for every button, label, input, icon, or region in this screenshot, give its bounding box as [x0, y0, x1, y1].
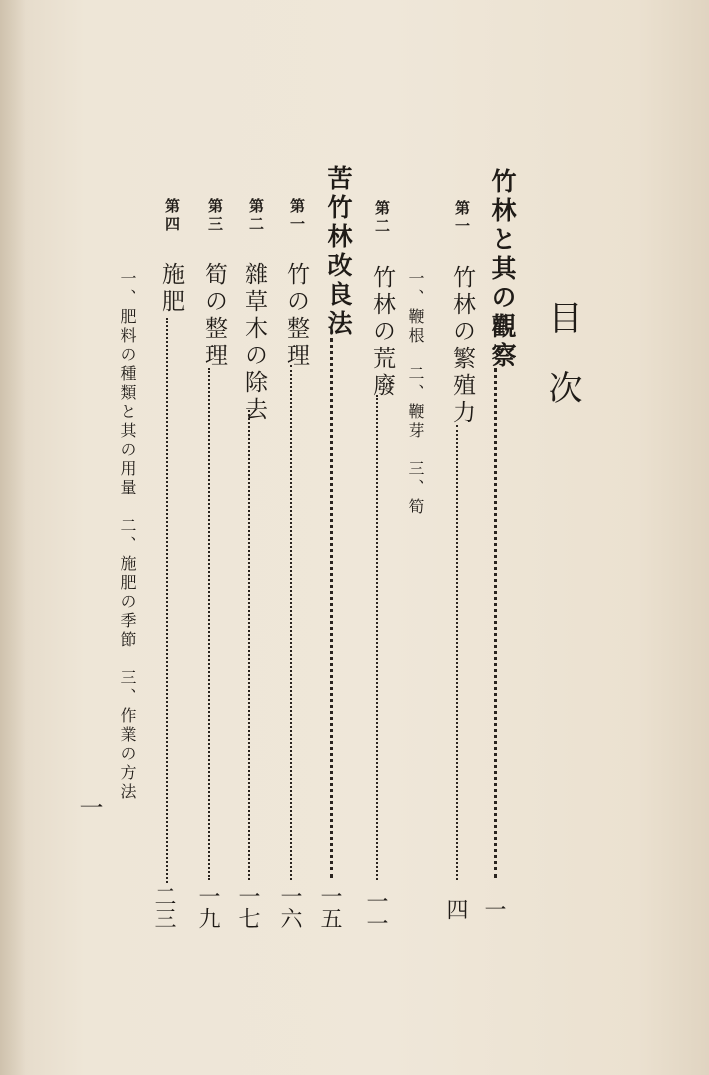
chapter-2-title: 苦竹林改良法 [324, 165, 353, 339]
section-1-page: 四 [443, 898, 468, 920]
section-4-title: 雜草木の除去 [241, 262, 267, 424]
section-5-label: 第三 [206, 198, 224, 234]
section-3-page: 一六 [277, 885, 302, 929]
section-1-title: 竹林の繁殖力 [449, 265, 475, 427]
chapter-1-leader [494, 368, 502, 878]
section-5-leader [208, 368, 215, 880]
section-4-page: 一七 [235, 885, 260, 929]
chapter-2-leader [330, 338, 338, 878]
section-2-title: 竹林の荒廢 [369, 265, 395, 400]
section-1-leader [456, 425, 463, 880]
section-6-leader [166, 318, 173, 883]
chapter-2-page: 一五 [317, 885, 342, 929]
section-6-page: 二三 [151, 885, 176, 929]
page-folio: 一 [75, 795, 103, 819]
section-6-title: 施肥 [158, 262, 184, 316]
section-3-title: 竹の整理 [283, 262, 309, 370]
section-6-label: 第四 [163, 198, 181, 234]
chapter-1-title: 竹林と其の觀察 [488, 168, 517, 371]
section-5-page: 一九 [195, 885, 220, 929]
section-1-label: 第一 [453, 200, 471, 236]
section-6-subitems: 一、肥料の種類と其の用量 二、施肥の季節 三、作業の方法 [118, 270, 137, 802]
section-3-label: 第一 [288, 198, 306, 234]
section-2-leader [376, 395, 383, 880]
section-5-title: 筍の整理 [201, 262, 227, 370]
section-4-label: 第二 [247, 198, 265, 234]
binding-shadow [0, 0, 26, 1075]
toc-heading: 目次 [542, 300, 582, 440]
section-3-leader [290, 365, 297, 880]
section-1-subitems: 一、鞭根 二、鞭芽 三、筍 [406, 270, 425, 517]
chapter-1-page: 一 [481, 898, 506, 920]
section-2-page: 一一 [363, 890, 388, 934]
section-2-label: 第二 [373, 200, 391, 236]
section-4-leader [248, 410, 255, 880]
